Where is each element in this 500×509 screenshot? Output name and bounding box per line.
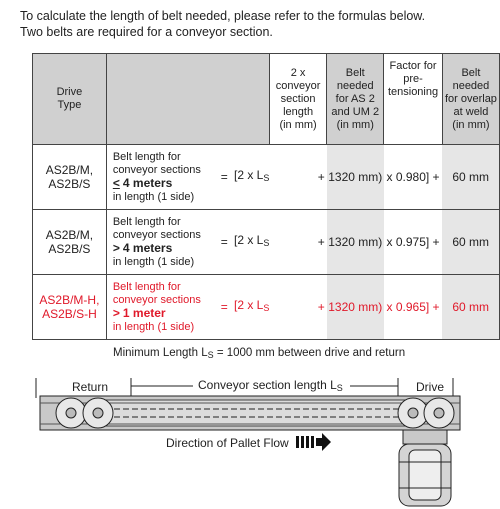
- header-factor: Factor for pre- tensioning: [384, 54, 443, 145]
- header-blank: [106, 54, 269, 145]
- formula-open: [2 x $L_S$: [234, 210, 269, 275]
- header-overlap: Belt needed for overlap at weld (in mm): [442, 54, 499, 145]
- drive-type-cell: AS2B/M, AS2B/S: [33, 210, 107, 275]
- section-length-label: Conveyor section length $L_S$: [198, 378, 343, 393]
- table-header-row: [33, 54, 500, 145]
- return-label: Return: [72, 380, 109, 394]
- description-cell: Belt length for conveyor sections > 4 meters in length (1 side): [106, 210, 214, 275]
- formula-factor: x 0.965] +: [384, 275, 443, 340]
- flow-arrow-icon: [296, 433, 331, 451]
- formula-plus: +: [269, 210, 326, 275]
- table-row: [33, 275, 500, 340]
- formula-plus: +: [269, 145, 326, 210]
- equals-sign: =: [215, 145, 234, 210]
- formula-factor: x 0.980] +: [384, 145, 443, 210]
- flow-direction-label: Direction of Pallet Flow: [166, 436, 289, 450]
- intro-line-2: Two belts are required for a conveyor section.: [20, 25, 273, 39]
- header-section-length: 2 x conveyor section length (in mm): [269, 54, 326, 145]
- description-cell: Belt length for conveyor sections < 4 meters in length (1 side): [106, 145, 214, 210]
- belt-formula-table: [32, 53, 500, 340]
- intro-text: [20, 8, 425, 40]
- drive-label: Drive: [416, 380, 445, 394]
- formula-factor: x 0.975] +: [384, 210, 443, 275]
- intro-line-1: To calculate the length of belt needed, please refer to the formulas below.: [20, 9, 426, 23]
- drive-motor: [399, 430, 451, 506]
- header-belt-as2: Belt needed for AS 2 and UM 2 (in mm): [327, 54, 384, 145]
- drive-type-cell: AS2B/M, AS2B/S: [33, 145, 107, 210]
- description-cell: Belt length for conveyor sections > 1 meter in length (1 side): [106, 275, 214, 340]
- equals-sign: =: [215, 275, 234, 340]
- table-row: [33, 210, 500, 275]
- formula-overlap: 60 mm: [442, 275, 499, 340]
- formula-open: [2 x $L_S$: [234, 145, 269, 210]
- formula-open: [2 x $L_S$: [234, 275, 269, 340]
- formula-overlap: 60 mm: [442, 210, 499, 275]
- formula-mm: 1320 mm): [327, 210, 384, 275]
- formula-mm: 1320 mm): [327, 145, 384, 210]
- formula-overlap: 60 mm: [442, 145, 499, 210]
- equals-sign: =: [215, 210, 234, 275]
- drive-type-cell: AS2B/M-H, AS2B/S-H: [33, 275, 107, 340]
- minimum-length-note: Minimum Length $L_S = 1000$ mm between drive and return: [113, 347, 406, 360]
- formula-mm: 1320 mm): [327, 275, 384, 340]
- header-drive-type: Drive Type: [33, 54, 107, 145]
- table-row: [33, 145, 500, 210]
- formula-plus: +: [269, 275, 326, 340]
